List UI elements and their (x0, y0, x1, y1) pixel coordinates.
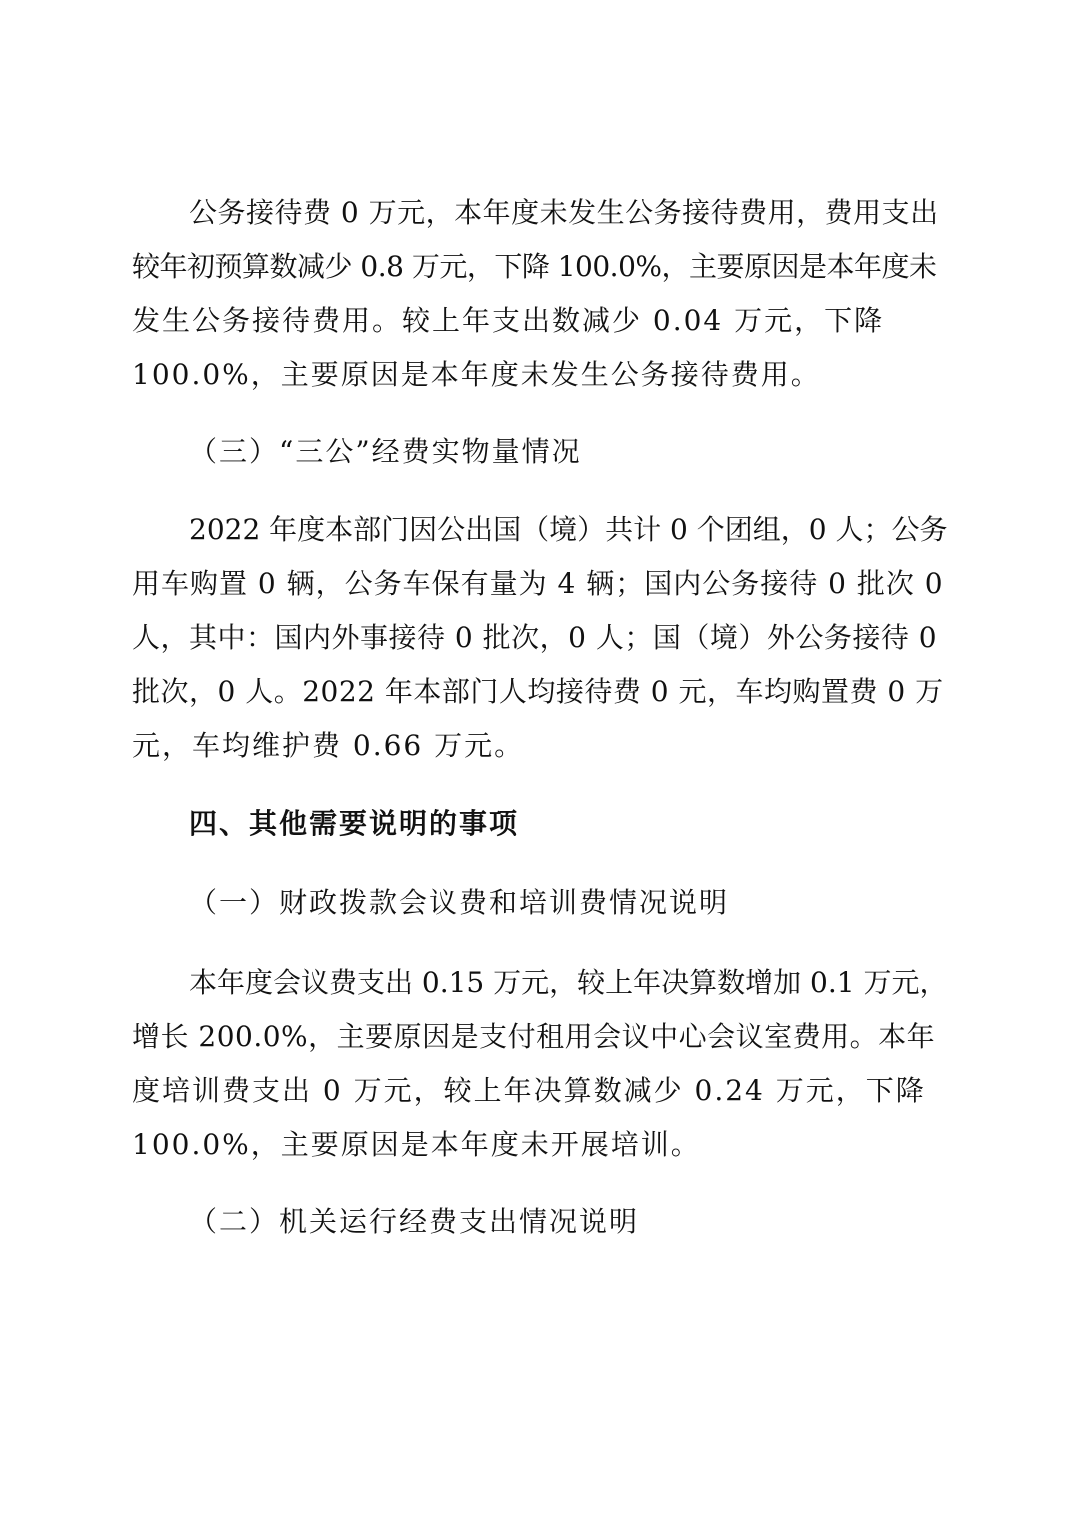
quantity-line-5: 元，车均维护费 0.66 万元。 (132, 729, 525, 762)
subsection-heading-two: （二）机关运行经费支出情况说明 (189, 1205, 640, 1238)
meeting-line-4: 100.0%，主要原因是本年度未开展培训。 (132, 1128, 701, 1161)
reception-line-4: 100.0%，主要原因是本年度未发生公务接待费用。 (132, 358, 821, 391)
meeting-line-3: 度培训费支出 0 万元，较上年决算数减少 0.24 万元，下降 (132, 1074, 926, 1107)
reception-line-2: 较年初预算数减少 0.8 万元，下降 100.0%，主要原因是本年度未 (132, 250, 937, 283)
quantity-line-2: 用车购置 0 辆，公务车保有量为 4 辆；国内公务接待 0 批次 0 (132, 567, 944, 600)
meeting-line-2: 增长 200.0%，主要原因是支付租用会议中心会议室费用。本年 (132, 1020, 936, 1053)
subsection-heading-one: （一）财政拨款会议费和培训费情况说明 (189, 886, 730, 919)
reception-line-1: 公务接待费 0 万元，本年度未发生公务接待费用，费用支出 (189, 196, 939, 229)
meeting-line-1: 本年度会议费支出 0.15 万元，较上年决算数增加 0.1 万元， (189, 966, 948, 999)
quantity-line-1: 2022 年度本部门因公出国（境）共计 0 个团组，0 人；公务 (189, 513, 948, 546)
quantity-line-4: 批次，0 人。2022 年本部门人均接待费 0 元，车均购置费 0 万 (132, 675, 944, 708)
section-heading-three: （三）“三公”经费实物量情况 (189, 435, 582, 468)
quantity-line-3: 人，其中：国内外事接待 0 批次，0 人；国（境）外公务接待 0 (132, 621, 938, 654)
section-heading-four: 四、其他需要说明的事项 (189, 807, 520, 840)
reception-line-3: 发生公务接待费用。较上年支出数减少 0.04 万元，下降 (132, 304, 885, 337)
